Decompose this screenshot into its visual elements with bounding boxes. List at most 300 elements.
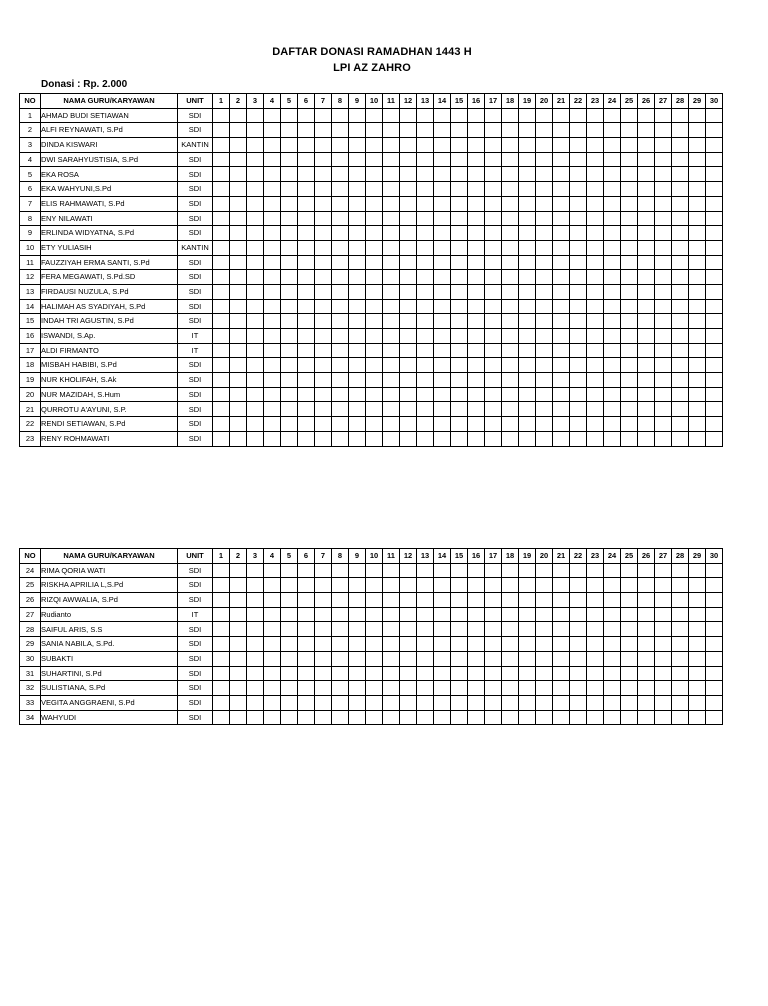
day-cell — [604, 240, 621, 255]
day-cell — [213, 314, 230, 329]
day-cell — [706, 329, 723, 344]
day-cell — [315, 417, 332, 432]
day-cell — [332, 431, 349, 446]
day-cell — [264, 284, 281, 299]
day-cell — [689, 417, 706, 432]
day-cell — [536, 152, 553, 167]
day-cell — [451, 417, 468, 432]
day-cell — [332, 622, 349, 637]
day-cell — [400, 329, 417, 344]
column-header-day-16: 16 — [468, 94, 485, 109]
day-cell — [247, 284, 264, 299]
column-header-day-27: 27 — [655, 549, 672, 564]
day-cell — [230, 402, 247, 417]
day-cell — [366, 255, 383, 270]
day-cell — [638, 431, 655, 446]
day-cell — [434, 637, 451, 652]
day-cell — [247, 666, 264, 681]
day-cell — [451, 255, 468, 270]
employee-unit: SDI — [178, 431, 213, 446]
day-cell — [587, 226, 604, 241]
day-cell — [349, 563, 366, 578]
table-row — [20, 402, 723, 417]
day-cell — [434, 299, 451, 314]
day-cell — [587, 622, 604, 637]
day-cell — [621, 563, 638, 578]
day-cell — [553, 182, 570, 197]
day-cell — [485, 167, 502, 182]
day-cell — [587, 651, 604, 666]
day-cell — [230, 299, 247, 314]
day-cell — [281, 622, 298, 637]
day-cell — [230, 240, 247, 255]
day-cell — [349, 417, 366, 432]
day-cell — [281, 211, 298, 226]
day-cell — [264, 343, 281, 358]
day-cell — [247, 152, 264, 167]
table-row — [20, 138, 723, 153]
day-cell — [400, 358, 417, 373]
day-cell — [536, 417, 553, 432]
column-header-day-20: 20 — [536, 549, 553, 564]
day-cell — [655, 578, 672, 593]
day-cell — [502, 358, 519, 373]
table-row — [20, 343, 723, 358]
column-header-day-30: 30 — [706, 94, 723, 109]
employee-name: HALIMAH AS SYADIYAH, S.Pd — [41, 299, 178, 314]
day-cell — [315, 152, 332, 167]
day-cell — [604, 373, 621, 388]
day-cell — [570, 152, 587, 167]
row-number: 17 — [20, 343, 41, 358]
employee-unit: SDI — [178, 681, 213, 696]
day-cell — [706, 211, 723, 226]
day-cell — [281, 182, 298, 197]
day-cell — [366, 373, 383, 388]
day-cell — [230, 637, 247, 652]
day-cell — [553, 402, 570, 417]
day-cell — [417, 123, 434, 138]
day-cell — [230, 622, 247, 637]
table-row — [20, 651, 723, 666]
day-cell — [468, 358, 485, 373]
day-cell — [672, 270, 689, 285]
day-cell — [451, 695, 468, 710]
day-cell — [553, 123, 570, 138]
day-cell — [366, 138, 383, 153]
day-cell — [621, 593, 638, 608]
day-cell — [264, 270, 281, 285]
table-row — [20, 563, 723, 578]
day-cell — [621, 240, 638, 255]
day-cell — [383, 578, 400, 593]
day-cell — [604, 695, 621, 710]
day-cell — [468, 387, 485, 402]
day-cell — [451, 211, 468, 226]
day-cell — [315, 299, 332, 314]
day-cell — [570, 417, 587, 432]
table-row — [20, 593, 723, 608]
day-cell — [536, 284, 553, 299]
day-cell — [672, 387, 689, 402]
day-cell — [638, 578, 655, 593]
day-cell — [332, 123, 349, 138]
day-cell — [230, 196, 247, 211]
day-cell — [689, 329, 706, 344]
day-cell — [706, 637, 723, 652]
day-cell — [655, 651, 672, 666]
day-cell — [451, 431, 468, 446]
day-cell — [264, 299, 281, 314]
day-cell — [570, 314, 587, 329]
day-cell — [332, 578, 349, 593]
donation-table-1 — [19, 93, 723, 447]
day-cell — [519, 666, 536, 681]
day-cell — [451, 240, 468, 255]
day-cell — [638, 387, 655, 402]
day-cell — [502, 152, 519, 167]
day-cell — [672, 196, 689, 211]
day-cell — [604, 314, 621, 329]
day-cell — [332, 651, 349, 666]
row-number: 13 — [20, 284, 41, 299]
employee-name: ISWANDI, S.Ap. — [41, 329, 178, 344]
day-cell — [332, 240, 349, 255]
day-cell — [519, 637, 536, 652]
day-cell — [519, 431, 536, 446]
day-cell — [604, 593, 621, 608]
day-cell — [536, 666, 553, 681]
day-cell — [655, 211, 672, 226]
day-cell — [672, 373, 689, 388]
table-header-row — [20, 94, 723, 109]
day-cell — [298, 666, 315, 681]
day-cell — [485, 637, 502, 652]
day-cell — [468, 226, 485, 241]
employee-unit: SDI — [178, 226, 213, 241]
day-cell — [264, 196, 281, 211]
employee-name: ERLINDA WIDYATNA, S.Pd — [41, 226, 178, 241]
day-cell — [230, 255, 247, 270]
column-header-day-6: 6 — [298, 549, 315, 564]
day-cell — [587, 270, 604, 285]
column-header-day-5: 5 — [281, 94, 298, 109]
day-cell — [655, 593, 672, 608]
day-cell — [230, 607, 247, 622]
day-cell — [417, 373, 434, 388]
day-cell — [247, 681, 264, 696]
day-cell — [400, 255, 417, 270]
day-cell — [383, 211, 400, 226]
day-cell — [672, 226, 689, 241]
day-cell — [468, 240, 485, 255]
day-cell — [621, 637, 638, 652]
day-cell — [655, 343, 672, 358]
day-cell — [570, 329, 587, 344]
day-cell — [706, 622, 723, 637]
day-cell — [434, 284, 451, 299]
day-cell — [638, 255, 655, 270]
day-cell — [349, 211, 366, 226]
day-cell — [400, 387, 417, 402]
column-header-day-7: 7 — [315, 94, 332, 109]
employee-name: WAHYUDI — [41, 710, 178, 725]
employee-name: RENY ROHMAWATI — [41, 431, 178, 446]
day-cell — [264, 211, 281, 226]
day-cell — [400, 607, 417, 622]
day-cell — [281, 417, 298, 432]
day-cell — [264, 593, 281, 608]
day-cell — [298, 387, 315, 402]
day-cell — [536, 270, 553, 285]
day-cell — [689, 226, 706, 241]
day-cell — [655, 666, 672, 681]
column-header-day-9: 9 — [349, 549, 366, 564]
day-cell — [383, 710, 400, 725]
day-cell — [315, 182, 332, 197]
day-cell — [417, 358, 434, 373]
row-number: 34 — [20, 710, 41, 725]
day-cell — [587, 284, 604, 299]
day-cell — [519, 578, 536, 593]
day-cell — [706, 563, 723, 578]
table-row — [20, 681, 723, 696]
column-header-day-25: 25 — [621, 94, 638, 109]
day-cell — [536, 431, 553, 446]
day-cell — [332, 387, 349, 402]
day-cell — [264, 226, 281, 241]
day-cell — [468, 666, 485, 681]
row-number: 18 — [20, 358, 41, 373]
day-cell — [570, 387, 587, 402]
day-cell — [298, 240, 315, 255]
table-row — [20, 123, 723, 138]
row-number: 8 — [20, 211, 41, 226]
column-header-day-17: 17 — [485, 549, 502, 564]
day-cell — [298, 152, 315, 167]
day-cell — [587, 402, 604, 417]
column-header-no: NO — [20, 549, 41, 564]
day-cell — [655, 108, 672, 123]
day-cell — [621, 431, 638, 446]
day-cell — [213, 431, 230, 446]
day-cell — [519, 695, 536, 710]
day-cell — [502, 255, 519, 270]
table-row — [20, 710, 723, 725]
day-cell — [570, 637, 587, 652]
day-cell — [502, 314, 519, 329]
column-header-day-18: 18 — [502, 549, 519, 564]
table-row — [20, 167, 723, 182]
day-cell — [417, 666, 434, 681]
day-cell — [230, 329, 247, 344]
employee-unit: SDI — [178, 299, 213, 314]
day-cell — [604, 182, 621, 197]
day-cell — [400, 240, 417, 255]
day-cell — [587, 637, 604, 652]
day-cell — [247, 622, 264, 637]
day-cell — [553, 211, 570, 226]
row-number: 14 — [20, 299, 41, 314]
day-cell — [247, 108, 264, 123]
day-cell — [417, 695, 434, 710]
day-cell — [264, 637, 281, 652]
day-cell — [689, 373, 706, 388]
day-cell — [400, 123, 417, 138]
day-cell — [264, 402, 281, 417]
day-cell — [672, 431, 689, 446]
day-cell — [451, 637, 468, 652]
day-cell — [587, 255, 604, 270]
day-cell — [468, 622, 485, 637]
day-cell — [604, 152, 621, 167]
day-cell — [349, 651, 366, 666]
day-cell — [519, 196, 536, 211]
day-cell — [383, 167, 400, 182]
day-cell — [315, 387, 332, 402]
day-cell — [434, 622, 451, 637]
day-cell — [706, 270, 723, 285]
day-cell — [264, 695, 281, 710]
day-cell — [502, 329, 519, 344]
day-cell — [213, 666, 230, 681]
day-cell — [349, 637, 366, 652]
day-cell — [230, 314, 247, 329]
day-cell — [298, 226, 315, 241]
day-cell — [383, 387, 400, 402]
day-cell — [621, 329, 638, 344]
day-cell — [451, 387, 468, 402]
day-cell — [434, 152, 451, 167]
day-cell — [485, 373, 502, 388]
column-header-day-18: 18 — [502, 94, 519, 109]
day-cell — [587, 358, 604, 373]
day-cell — [400, 284, 417, 299]
donation-amount: Donasi : Rp. 2.000 — [41, 79, 128, 90]
day-cell — [417, 138, 434, 153]
day-cell — [213, 695, 230, 710]
day-cell — [247, 270, 264, 285]
day-cell — [672, 299, 689, 314]
day-cell — [213, 167, 230, 182]
table-row — [20, 695, 723, 710]
employee-unit: SDI — [178, 695, 213, 710]
day-cell — [349, 299, 366, 314]
day-cell — [689, 666, 706, 681]
column-header-day-5: 5 — [281, 549, 298, 564]
day-cell — [434, 270, 451, 285]
employee-name: RENDI SETIAWAN, S.Pd — [41, 417, 178, 432]
day-cell — [281, 710, 298, 725]
day-cell — [638, 622, 655, 637]
employee-unit: SDI — [178, 563, 213, 578]
day-cell — [706, 593, 723, 608]
day-cell — [315, 329, 332, 344]
column-header-day-8: 8 — [332, 549, 349, 564]
employee-unit: SDI — [178, 666, 213, 681]
day-cell — [587, 211, 604, 226]
day-cell — [638, 666, 655, 681]
day-cell — [230, 167, 247, 182]
day-cell — [604, 196, 621, 211]
day-cell — [689, 387, 706, 402]
day-cell — [434, 593, 451, 608]
day-cell — [366, 578, 383, 593]
day-cell — [672, 593, 689, 608]
day-cell — [587, 196, 604, 211]
day-cell — [383, 314, 400, 329]
day-cell — [519, 284, 536, 299]
day-cell — [281, 666, 298, 681]
employee-unit: SDI — [178, 373, 213, 388]
column-header-day-22: 22 — [570, 549, 587, 564]
day-cell — [213, 417, 230, 432]
day-cell — [536, 681, 553, 696]
day-cell — [485, 270, 502, 285]
day-cell — [315, 314, 332, 329]
row-number: 30 — [20, 651, 41, 666]
day-cell — [298, 637, 315, 652]
day-cell — [485, 211, 502, 226]
day-cell — [213, 593, 230, 608]
day-cell — [247, 637, 264, 652]
day-cell — [536, 695, 553, 710]
day-cell — [383, 681, 400, 696]
day-cell — [247, 402, 264, 417]
day-cell — [689, 651, 706, 666]
day-cell — [587, 417, 604, 432]
day-cell — [485, 182, 502, 197]
day-cell — [281, 108, 298, 123]
day-cell — [689, 211, 706, 226]
day-cell — [689, 255, 706, 270]
employee-name: DINDA KISWARI — [41, 138, 178, 153]
day-cell — [553, 651, 570, 666]
day-cell — [332, 314, 349, 329]
column-header-day-9: 9 — [349, 94, 366, 109]
day-cell — [468, 402, 485, 417]
day-cell — [621, 299, 638, 314]
day-cell — [468, 431, 485, 446]
day-cell — [655, 607, 672, 622]
day-cell — [349, 695, 366, 710]
day-cell — [417, 622, 434, 637]
day-cell — [366, 695, 383, 710]
day-cell — [604, 343, 621, 358]
day-cell — [230, 666, 247, 681]
employee-unit: IT — [178, 343, 213, 358]
column-header-name: NAMA GURU/KARYAWAN — [41, 549, 178, 564]
day-cell — [587, 563, 604, 578]
employee-name: ALDI FIRMANTO — [41, 343, 178, 358]
day-cell — [434, 578, 451, 593]
day-cell — [417, 637, 434, 652]
day-cell — [434, 138, 451, 153]
day-cell — [281, 123, 298, 138]
employee-unit: SDI — [178, 182, 213, 197]
day-cell — [264, 578, 281, 593]
employee-name: ELIS RAHMAWATI, S.Pd — [41, 196, 178, 211]
employee-name: QURROTU A'AYUNI, S.P. — [41, 402, 178, 417]
column-header-day-13: 13 — [417, 94, 434, 109]
day-cell — [604, 123, 621, 138]
day-cell — [706, 402, 723, 417]
day-cell — [689, 182, 706, 197]
day-cell — [604, 402, 621, 417]
day-cell — [570, 622, 587, 637]
day-cell — [672, 417, 689, 432]
day-cell — [519, 417, 536, 432]
